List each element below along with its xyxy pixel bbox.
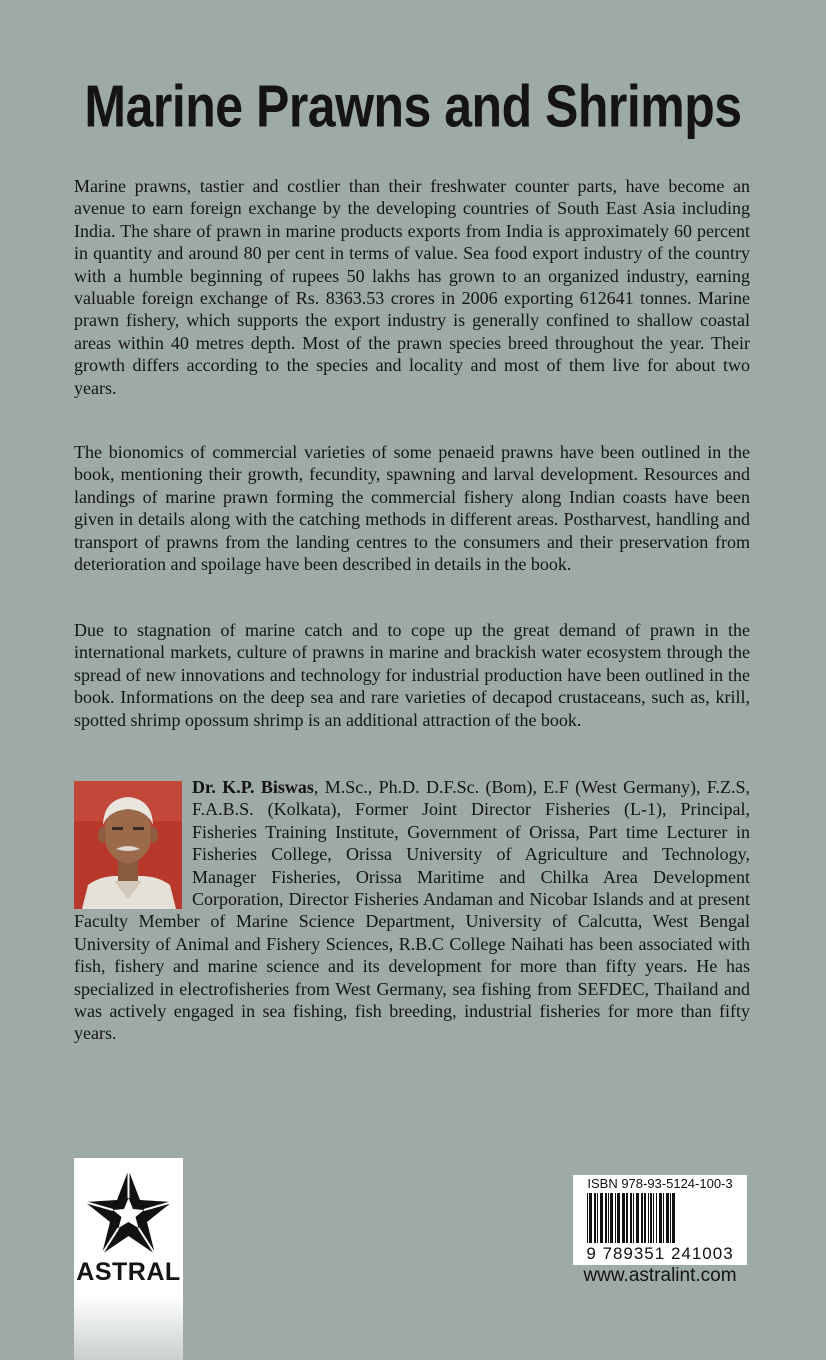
book-title: Marine Prawns and Shrimps bbox=[84, 73, 742, 140]
barcode-bar bbox=[615, 1193, 616, 1243]
publisher-logo bbox=[74, 1158, 183, 1360]
author-name: Dr. K.P. Biswas bbox=[192, 777, 314, 797]
isbn-barcode bbox=[573, 1175, 747, 1265]
isbn-label: ISBN 978-93-5124-100-3 bbox=[587, 1176, 733, 1191]
barcode-bar bbox=[663, 1193, 664, 1243]
author-bio-text: , M.Sc., Ph.D. D.F.Sc. (Bom), E.F (West Germany), F.Z.S, F.A.B.S. (Kolkata), Former Joint Director Fisheries (L-1), Principal, Fisheries Training Institute, Government of Orissa, Part time Lecturer in Fisheries College, Orissa University of Agriculture and Technology, Manager Fisheries, Orissa Maritime and Chilka Area Development Corporation, Director Fisheries Andaman and Nicobar Islands and at present Faculty Member of Marine Science Department, University of Calcutta, West Bengal University of Animal and Fishery Sciences, R.B.C College Naihati has been associated with fish, fishery and marine science and its development for more than fifty years. He has specialized in electrofisheries from West Germany, sea fishing from SEFDEC, Thailand and was actively engaged in sea fishing, fish breeding, industrial fisheries for more than fifty years. bbox=[74, 777, 750, 1044]
barcode-bar bbox=[608, 1193, 609, 1243]
barcode-bar bbox=[626, 1193, 628, 1243]
barcode-bar bbox=[666, 1193, 669, 1243]
barcode-bar bbox=[605, 1193, 607, 1243]
barcode-bar bbox=[633, 1193, 634, 1243]
publisher-website: www.astralint.com bbox=[583, 1265, 737, 1286]
barcode-bar bbox=[597, 1193, 598, 1243]
barcode-bar bbox=[622, 1193, 625, 1243]
barcode-bar bbox=[656, 1193, 657, 1243]
barcode-bar bbox=[589, 1193, 592, 1243]
barcode-bar bbox=[600, 1193, 603, 1243]
barcode-bar bbox=[653, 1193, 654, 1243]
barcode-digits: 9 789351 241003 bbox=[586, 1244, 734, 1263]
barcode-bar bbox=[617, 1193, 620, 1243]
barcode-bar bbox=[610, 1193, 613, 1243]
description-paragraph-2: The bionomics of commercial varieties of some penaeid prawns have been outlined in the book, mentioning their growth, fecundity, spawning and larval development. Resources and landings of marine prawn forming the commercial fishery along Indian coasts have been given in details along with the catching methods in different areas. Postharvest, handling and transport of prawns from the landing centres to the consumers and their preservation from deterioration and spoilage have been described in details in the book. bbox=[74, 442, 750, 575]
description-paragraph-1: Marine prawns, tastier and costlier than their freshwater counter parts, have become an avenue to earn foreign exchange by the developing countries of South East Asia including India. The share of prawn in marine products exports from India is approximately 60 percent in quantity and around 80 per cent in terms of value. Sea food export industry of the country with a humble beginning of rupees 50 lakhs has grown to an organized industry, earning valuable foreign exchange of Rs. 8363.53 crores in 2006 exporting 612641 tonnes. Marine prawn fishery, which supports the export industry is generally confined to shallow coastal areas within 40 metres depth. Most of the prawn species breed throughout the year. Their growth differs according to the species and locality and most of them live for about two years. bbox=[74, 176, 750, 398]
barcode-bar bbox=[644, 1193, 646, 1243]
author-bio bbox=[74, 776, 750, 1045]
barcode-bar bbox=[641, 1193, 643, 1243]
barcode-bar bbox=[630, 1193, 632, 1243]
barcode-bar bbox=[648, 1193, 649, 1243]
barcode-bar bbox=[672, 1193, 675, 1243]
barcode-bar bbox=[594, 1193, 596, 1243]
barcode-bar bbox=[650, 1193, 652, 1243]
barcode-bars bbox=[573, 1193, 747, 1245]
barcode-bar bbox=[587, 1193, 588, 1243]
barcode-bar bbox=[636, 1193, 639, 1243]
barcode-bar bbox=[670, 1193, 671, 1243]
publisher-logo-text: ASTRAL bbox=[76, 1258, 181, 1286]
star-logo-icon bbox=[74, 1162, 183, 1262]
barcode-bar bbox=[659, 1193, 662, 1243]
description-paragraph-3: Due to stagnation of marine catch and to cope up the great demand of prawn in the international markets, culture of prawns in marine and brackish water ecosystem through the spread of new innovations and technology for industrial production have been outlined in the book. Informations on the deep sea and rare varieties of decapod crustaceans, such as, krill, spotted shrimp opossum shrimp is an additional attraction of the book. bbox=[74, 620, 750, 730]
